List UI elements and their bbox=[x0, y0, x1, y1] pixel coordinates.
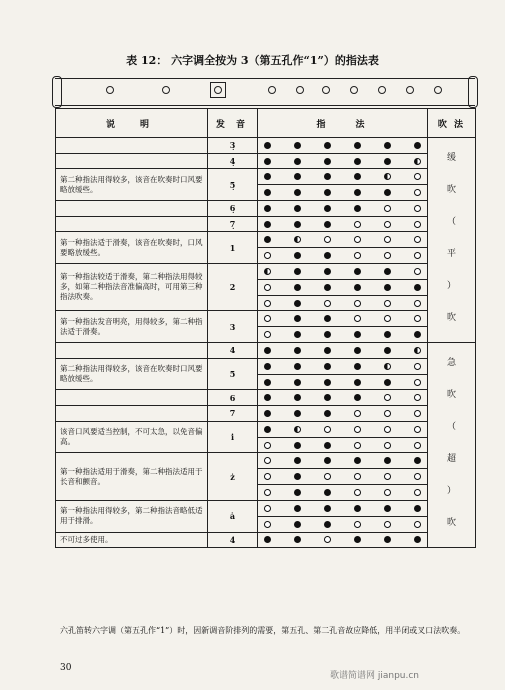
open-hole-icon bbox=[414, 205, 421, 212]
closed-hole-icon bbox=[294, 315, 301, 322]
open-hole-icon bbox=[384, 205, 391, 212]
pitch-cell: 4̇ bbox=[208, 532, 258, 548]
closed-hole-icon bbox=[294, 347, 301, 354]
closed-hole-icon bbox=[264, 173, 271, 180]
watermark: 歌谱简谱网 jianpu.cn bbox=[330, 671, 420, 681]
closed-hole-icon bbox=[294, 536, 301, 543]
open-hole-icon bbox=[414, 189, 421, 196]
table-row bbox=[56, 153, 476, 169]
description-cell: 第一种指法适用于滑奏，第二种指法适用于长音和颤音。 bbox=[56, 453, 208, 500]
table-row bbox=[56, 169, 476, 185]
open-hole-icon bbox=[414, 489, 421, 496]
open-hole-icon bbox=[384, 521, 391, 528]
closed-hole-icon bbox=[264, 205, 271, 212]
open-hole-icon bbox=[354, 315, 361, 322]
closed-hole-icon bbox=[324, 158, 331, 165]
table-row bbox=[56, 216, 476, 232]
open-hole-icon bbox=[264, 331, 271, 338]
flute-hole-icon bbox=[322, 86, 330, 94]
closed-hole-icon bbox=[384, 189, 391, 196]
table-body bbox=[56, 138, 476, 548]
description-cell-empty bbox=[56, 343, 208, 359]
closed-hole-icon bbox=[354, 284, 361, 291]
flute-hole-icon bbox=[378, 86, 386, 94]
fingering-cell bbox=[258, 532, 428, 548]
closed-hole-icon bbox=[354, 363, 361, 370]
table-row bbox=[56, 406, 476, 422]
flute-hole-icon bbox=[434, 86, 442, 94]
closed-hole-icon bbox=[324, 379, 331, 386]
closed-hole-icon bbox=[324, 205, 331, 212]
blowing-cell-slow bbox=[428, 138, 476, 343]
open-hole-icon bbox=[354, 473, 361, 480]
description-cell: 不可过多使用。 bbox=[56, 532, 208, 548]
half-hole-icon bbox=[384, 363, 391, 370]
pitch-cell: 5̣ bbox=[208, 169, 258, 201]
closed-hole-icon bbox=[414, 536, 421, 543]
open-hole-icon bbox=[324, 473, 331, 480]
open-hole-icon bbox=[324, 536, 331, 543]
open-hole-icon bbox=[414, 394, 421, 401]
fingering-cell bbox=[258, 248, 428, 264]
fingering-cell bbox=[258, 343, 428, 359]
closed-hole-icon bbox=[354, 205, 361, 212]
blowing-label-char: ） bbox=[446, 281, 456, 291]
open-hole-icon bbox=[264, 489, 271, 496]
open-hole-icon bbox=[414, 252, 421, 259]
blowing-label-char: ） bbox=[446, 486, 456, 497]
open-hole-icon bbox=[414, 473, 421, 480]
open-hole-icon bbox=[264, 505, 271, 512]
description-cell: 第二种指法用得较多，该音在吹奏时口风要略放缓些。 bbox=[56, 358, 208, 390]
pitch-cell: 5 bbox=[208, 358, 258, 390]
blowing-label-char: 吹 bbox=[446, 518, 456, 529]
table-row bbox=[56, 532, 476, 548]
description-cell: 第一种指法适于滑奏，该音在吹奏时，口风要略放缓些。 bbox=[56, 232, 208, 264]
closed-hole-icon bbox=[294, 379, 301, 386]
blowing-label-char: 平 bbox=[446, 249, 456, 259]
open-hole-icon bbox=[264, 284, 271, 291]
open-hole-icon bbox=[354, 489, 361, 496]
pitch-cell: 4 bbox=[208, 343, 258, 359]
open-hole-icon bbox=[384, 236, 391, 243]
flute-hole-icon bbox=[162, 86, 170, 94]
open-hole-icon bbox=[414, 379, 421, 386]
closed-hole-icon bbox=[294, 173, 301, 180]
blowing-label-char: （ bbox=[446, 217, 456, 227]
closed-hole-icon bbox=[324, 189, 331, 196]
closed-hole-icon bbox=[294, 442, 301, 449]
open-hole-icon bbox=[354, 300, 361, 307]
closed-hole-icon bbox=[324, 521, 331, 528]
open-hole-icon bbox=[354, 426, 361, 433]
closed-hole-icon bbox=[414, 457, 421, 464]
flute-hole-icon bbox=[268, 86, 276, 94]
closed-hole-icon bbox=[264, 363, 271, 370]
closed-hole-icon bbox=[324, 315, 331, 322]
flute-hole-icon bbox=[106, 86, 114, 94]
flute-membrane-hole-icon bbox=[214, 86, 222, 94]
open-hole-icon bbox=[414, 426, 421, 433]
closed-hole-icon bbox=[264, 394, 271, 401]
fingering-cell bbox=[258, 295, 428, 311]
pitch-cell: 6̣ bbox=[208, 201, 258, 217]
closed-hole-icon bbox=[384, 347, 391, 354]
closed-hole-icon bbox=[324, 457, 331, 464]
description-cell-empty bbox=[56, 216, 208, 232]
fingering-cell bbox=[258, 421, 428, 437]
closed-hole-icon bbox=[354, 189, 361, 196]
blowing-label-char: 吹 bbox=[446, 185, 456, 195]
closed-hole-icon bbox=[294, 284, 301, 291]
closed-hole-icon bbox=[294, 473, 301, 480]
description-cell-empty bbox=[56, 138, 208, 154]
fingering-cell bbox=[258, 516, 428, 532]
closed-hole-icon bbox=[354, 173, 361, 180]
flute-hole-icon bbox=[296, 86, 304, 94]
blowing-cell-fast bbox=[428, 343, 476, 548]
blowing-label-char: 吹 bbox=[446, 313, 456, 323]
table-row bbox=[56, 138, 476, 154]
fingering-table bbox=[55, 108, 476, 548]
table-row bbox=[56, 264, 476, 280]
open-hole-icon bbox=[384, 221, 391, 228]
half-hole-icon bbox=[294, 426, 301, 433]
flute-hole-icon bbox=[406, 86, 414, 94]
fingering-cell bbox=[258, 453, 428, 469]
closed-hole-icon bbox=[324, 363, 331, 370]
closed-hole-icon bbox=[264, 236, 271, 243]
closed-hole-icon bbox=[414, 505, 421, 512]
closed-hole-icon bbox=[324, 252, 331, 259]
open-hole-icon bbox=[264, 457, 271, 464]
open-hole-icon bbox=[414, 442, 421, 449]
table-row bbox=[56, 500, 476, 516]
pitch-cell: ż bbox=[208, 453, 258, 500]
half-hole-icon bbox=[414, 347, 421, 354]
closed-hole-icon bbox=[294, 363, 301, 370]
fingering-cell bbox=[258, 437, 428, 453]
closed-hole-icon bbox=[294, 394, 301, 401]
closed-hole-icon bbox=[384, 379, 391, 386]
open-hole-icon bbox=[414, 173, 421, 180]
half-hole-icon bbox=[384, 173, 391, 180]
closed-hole-icon bbox=[354, 505, 361, 512]
fingering-cell bbox=[258, 390, 428, 406]
page-number: 30 bbox=[60, 663, 72, 673]
fingering-cell bbox=[258, 374, 428, 390]
description-cell: 第一种指法较适于滑奏，第二种指法用得较多，如第二种指法音准偏高时，可用第三种指法吹奏。 bbox=[56, 264, 208, 311]
pitch-cell: 3̣ bbox=[208, 138, 258, 154]
closed-hole-icon bbox=[294, 331, 301, 338]
closed-hole-icon bbox=[324, 173, 331, 180]
closed-hole-icon bbox=[264, 158, 271, 165]
open-hole-icon bbox=[264, 300, 271, 307]
closed-hole-icon bbox=[264, 410, 271, 417]
open-hole-icon bbox=[414, 315, 421, 322]
closed-hole-icon bbox=[264, 221, 271, 228]
fingering-cell bbox=[258, 169, 428, 185]
fingering-cell bbox=[258, 500, 428, 516]
closed-hole-icon bbox=[294, 142, 301, 149]
closed-hole-icon bbox=[294, 205, 301, 212]
table-row bbox=[56, 232, 476, 248]
flute-hole-icon bbox=[350, 86, 358, 94]
closed-hole-icon bbox=[384, 284, 391, 291]
fingering-cell bbox=[258, 327, 428, 343]
description-cell: 第一种指法发音明亮，用得较多，第二种指法适于滑奏。 bbox=[56, 311, 208, 343]
open-hole-icon bbox=[264, 315, 271, 322]
open-hole-icon bbox=[324, 236, 331, 243]
fingering-cell bbox=[258, 185, 428, 201]
open-hole-icon bbox=[264, 473, 271, 480]
open-hole-icon bbox=[414, 300, 421, 307]
closed-hole-icon bbox=[384, 331, 391, 338]
open-hole-icon bbox=[264, 442, 271, 449]
closed-hole-icon bbox=[294, 410, 301, 417]
fingering-cell bbox=[258, 216, 428, 232]
open-hole-icon bbox=[324, 426, 331, 433]
closed-hole-icon bbox=[324, 489, 331, 496]
closed-hole-icon bbox=[354, 394, 361, 401]
closed-hole-icon bbox=[354, 347, 361, 354]
open-hole-icon bbox=[264, 521, 271, 528]
closed-hole-icon bbox=[264, 189, 271, 196]
pitch-cell: 2 bbox=[208, 264, 258, 311]
pitch-cell: 7̣ bbox=[208, 216, 258, 232]
closed-hole-icon bbox=[324, 268, 331, 275]
closed-hole-icon bbox=[324, 221, 331, 228]
table-row bbox=[56, 421, 476, 437]
table-row bbox=[56, 358, 476, 374]
fingering-cell bbox=[258, 138, 428, 154]
footnote: 六孔笛转六字调（第五孔作“1”）时，因新调音阶排列的需要，第五孔、第二孔音故应降低，用半闭或叉口法吹奏。 bbox=[60, 626, 466, 635]
closed-hole-icon bbox=[294, 521, 301, 528]
closed-hole-icon bbox=[264, 347, 271, 354]
closed-hole-icon bbox=[324, 505, 331, 512]
pitch-cell: 7 bbox=[208, 406, 258, 422]
open-hole-icon bbox=[414, 363, 421, 370]
description-cell: 第一种指法用得较多，第二种指法音略低适用于排滑。 bbox=[56, 500, 208, 532]
open-hole-icon bbox=[414, 410, 421, 417]
header-blowing: 吹 法 bbox=[428, 109, 476, 138]
table-row bbox=[56, 390, 476, 406]
open-hole-icon bbox=[384, 300, 391, 307]
fingering-cell bbox=[258, 153, 428, 169]
closed-hole-icon bbox=[384, 268, 391, 275]
pitch-cell: 1 bbox=[208, 232, 258, 264]
description-cell: 该音口风要适当控制，不可太急，以免音偏高。 bbox=[56, 421, 208, 453]
fingering-cell bbox=[258, 406, 428, 422]
open-hole-icon bbox=[384, 394, 391, 401]
closed-hole-icon bbox=[294, 300, 301, 307]
blowing-label-char: 吹 bbox=[446, 390, 456, 401]
open-hole-icon bbox=[384, 489, 391, 496]
open-hole-icon bbox=[384, 442, 391, 449]
blowing-label-char: 急 bbox=[446, 358, 456, 369]
open-hole-icon bbox=[354, 442, 361, 449]
closed-hole-icon bbox=[324, 410, 331, 417]
table-row bbox=[56, 453, 476, 469]
blowing-label-char: 缓 bbox=[446, 153, 456, 163]
open-hole-icon bbox=[354, 236, 361, 243]
open-hole-icon bbox=[384, 473, 391, 480]
description-cell: 第二种指法用得较多，该音在吹奏时口风要略放缓些。 bbox=[56, 169, 208, 201]
closed-hole-icon bbox=[324, 142, 331, 149]
half-hole-icon bbox=[264, 268, 271, 275]
open-hole-icon bbox=[354, 221, 361, 228]
open-hole-icon bbox=[354, 521, 361, 528]
open-hole-icon bbox=[414, 268, 421, 275]
fingering-cell bbox=[258, 485, 428, 501]
open-hole-icon bbox=[414, 236, 421, 243]
closed-hole-icon bbox=[294, 221, 301, 228]
description-cell-empty bbox=[56, 406, 208, 422]
closed-hole-icon bbox=[354, 457, 361, 464]
closed-hole-icon bbox=[294, 252, 301, 259]
closed-hole-icon bbox=[294, 457, 301, 464]
closed-hole-icon bbox=[264, 379, 271, 386]
closed-hole-icon bbox=[414, 284, 421, 291]
closed-hole-icon bbox=[324, 347, 331, 354]
blowing-label-char: （ bbox=[446, 422, 456, 433]
fingering-cell bbox=[258, 201, 428, 217]
closed-hole-icon bbox=[294, 189, 301, 196]
closed-hole-icon bbox=[264, 536, 271, 543]
blowing-label-char: 超 bbox=[446, 454, 456, 465]
description-cell-empty bbox=[56, 201, 208, 217]
closed-hole-icon bbox=[384, 457, 391, 464]
open-hole-icon bbox=[324, 300, 331, 307]
closed-hole-icon bbox=[324, 394, 331, 401]
closed-hole-icon bbox=[354, 142, 361, 149]
open-hole-icon bbox=[354, 410, 361, 417]
pitch-cell: 3 bbox=[208, 311, 258, 343]
closed-hole-icon bbox=[324, 331, 331, 338]
closed-hole-icon bbox=[324, 442, 331, 449]
closed-hole-icon bbox=[354, 331, 361, 338]
open-hole-icon bbox=[384, 410, 391, 417]
open-hole-icon bbox=[414, 521, 421, 528]
closed-hole-icon bbox=[354, 268, 361, 275]
description-cell-empty bbox=[56, 390, 208, 406]
header-fingering: 指 法 bbox=[258, 109, 428, 138]
closed-hole-icon bbox=[354, 379, 361, 386]
fingering-cell bbox=[258, 232, 428, 248]
table-row bbox=[56, 201, 476, 217]
closed-hole-icon bbox=[354, 158, 361, 165]
open-hole-icon bbox=[414, 221, 421, 228]
flute-end-right bbox=[468, 76, 478, 108]
fingering-cell bbox=[258, 280, 428, 296]
header-description: 说 明 bbox=[56, 109, 208, 138]
fingering-cell bbox=[258, 358, 428, 374]
open-hole-icon bbox=[384, 315, 391, 322]
closed-hole-icon bbox=[294, 158, 301, 165]
description-cell-empty bbox=[56, 153, 208, 169]
closed-hole-icon bbox=[294, 505, 301, 512]
closed-hole-icon bbox=[294, 489, 301, 496]
closed-hole-icon bbox=[294, 268, 301, 275]
pitch-cell: 6 bbox=[208, 390, 258, 406]
pitch-cell: 4̣ bbox=[208, 153, 258, 169]
closed-hole-icon bbox=[264, 142, 271, 149]
closed-hole-icon bbox=[384, 505, 391, 512]
fingering-cell bbox=[258, 311, 428, 327]
closed-hole-icon bbox=[264, 426, 271, 433]
table-title: 表 12： 六字调全按为 3（第五孔作“1”）的指法表 bbox=[126, 54, 379, 67]
pitch-cell: ȧ bbox=[208, 500, 258, 532]
fingering-cell bbox=[258, 469, 428, 485]
table-row bbox=[56, 343, 476, 359]
open-hole-icon bbox=[264, 252, 271, 259]
open-hole-icon bbox=[384, 252, 391, 259]
closed-hole-icon bbox=[384, 536, 391, 543]
open-hole-icon bbox=[384, 426, 391, 433]
open-hole-icon bbox=[354, 252, 361, 259]
pitch-cell: i bbox=[208, 421, 258, 453]
closed-hole-icon bbox=[354, 536, 361, 543]
closed-hole-icon bbox=[324, 284, 331, 291]
header-pitch: 发 音 bbox=[208, 109, 258, 138]
fingering-cell bbox=[258, 264, 428, 280]
table-row bbox=[56, 311, 476, 327]
closed-hole-icon bbox=[414, 331, 421, 338]
half-hole-icon bbox=[294, 236, 301, 243]
closed-hole-icon bbox=[414, 142, 421, 149]
half-hole-icon bbox=[414, 158, 421, 165]
closed-hole-icon bbox=[384, 158, 391, 165]
closed-hole-icon bbox=[384, 142, 391, 149]
